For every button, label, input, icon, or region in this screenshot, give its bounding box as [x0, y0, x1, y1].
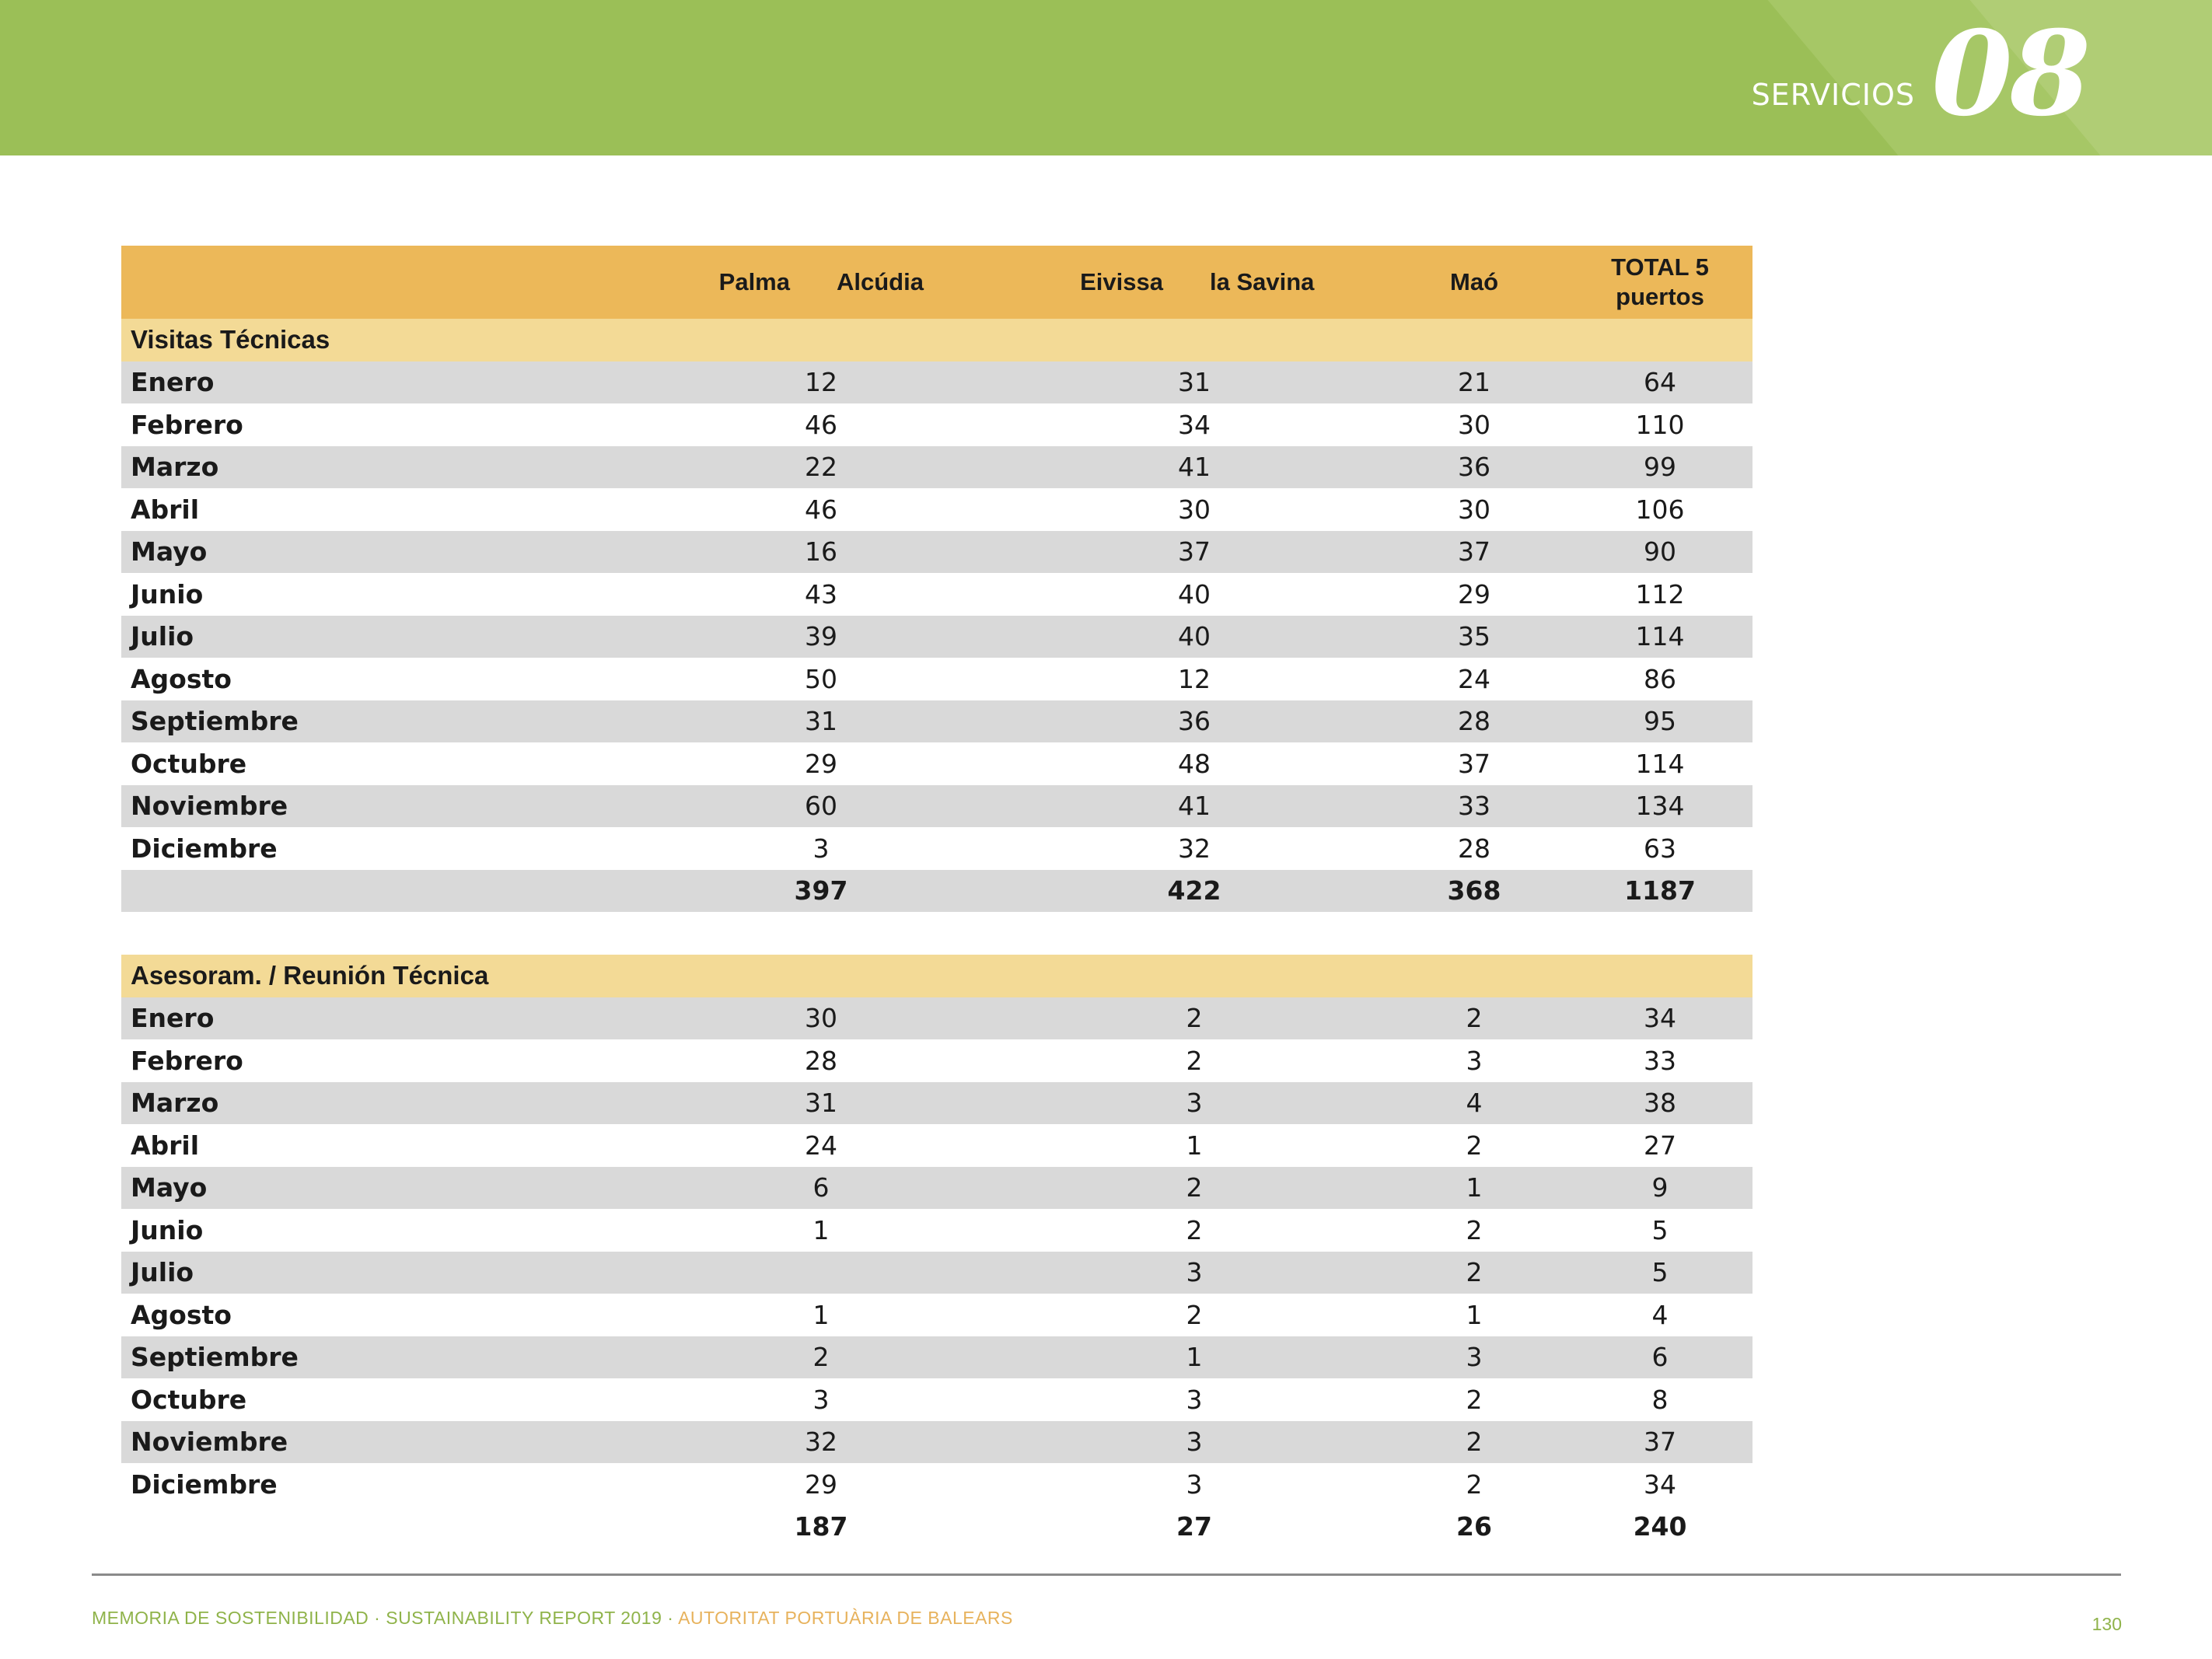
eivissa-savina-cell: 40 [1178, 578, 1211, 609]
total-cell: 5 [1567, 1252, 1752, 1294]
total-cell: 99 [1567, 446, 1752, 489]
table-row [121, 1039, 1752, 1082]
month-cell: Marzo [121, 1082, 634, 1125]
total-cell: 134 [1567, 785, 1752, 828]
month-cell: Mayo [121, 1167, 634, 1210]
table-row [121, 531, 1752, 574]
grand-total: 1187 [1567, 870, 1752, 913]
mao-cell: 2 [1466, 1214, 1483, 1245]
month-cell: Noviembre [121, 1421, 634, 1464]
total-cell: 86 [1644, 663, 1676, 694]
table-row [121, 446, 1752, 489]
palma-alcudia-cell: 3 [812, 833, 830, 864]
table-row [121, 403, 1752, 446]
month-cell: Abril [131, 494, 200, 525]
mao-cell: 2 [1466, 1469, 1483, 1500]
mao-cell: 28 [1458, 833, 1490, 864]
column-header-eivissa: Eivissa [1008, 246, 1194, 319]
table-row [121, 573, 1752, 616]
mao-total: 368 [1381, 870, 1567, 913]
table-row [121, 1294, 1752, 1336]
table-row [121, 700, 1752, 743]
palma-alcudia-cell: 16 [634, 531, 1008, 574]
eivissa-savina-cell: 32 [1178, 833, 1211, 864]
mao-cell: 21 [1381, 361, 1567, 404]
month-cell: Octubre [131, 1384, 247, 1415]
month-cell: Julio [121, 616, 634, 658]
palma-alcudia-cell: 24 [805, 1130, 837, 1161]
mao-cell: 2 [1381, 1421, 1567, 1464]
palma-alcudia-cell: 3 [812, 1384, 830, 1415]
eivissa-savina-cell: 1 [1008, 1336, 1381, 1379]
column-header-row [121, 246, 1752, 319]
palma-alcudia-cell: 50 [805, 663, 837, 694]
eivissa-savina-cell: 41 [1008, 446, 1381, 489]
eivissa-savina-cell: 1 [1186, 1130, 1203, 1161]
palma-alcudia-cell [634, 1252, 1008, 1294]
table-row [121, 742, 1752, 785]
visitas-tecnicas-table [121, 246, 1752, 912]
month-cell: Septiembre [121, 700, 634, 743]
total-cell: 8 [1651, 1384, 1669, 1415]
month-cell: Diciembre [131, 833, 278, 864]
eivissa-savina-cell: 3 [1008, 1421, 1381, 1464]
mao-cell: 37 [1458, 748, 1490, 779]
mao-cell: 30 [1458, 409, 1490, 440]
month-cell: Junio [131, 578, 204, 609]
mao-cell: 3 [1466, 1045, 1483, 1076]
total-cell: 9 [1567, 1167, 1752, 1210]
table-row [121, 488, 1752, 531]
table-row [121, 658, 1752, 700]
section-title-row [121, 955, 1752, 997]
month-cell: Mayo [121, 531, 634, 574]
month-cell: Febrero [131, 1045, 243, 1076]
table-row [121, 1463, 1752, 1506]
footer-organization: AUTORITAT PORTUÀRIA DE BALEARS [678, 1608, 1013, 1628]
eivissa-savina-cell: 36 [1008, 700, 1381, 743]
total-cell: 4 [1651, 1299, 1669, 1330]
table-row [121, 1336, 1752, 1379]
totals-row [121, 1506, 1752, 1549]
total-cell: 6 [1567, 1336, 1752, 1379]
eivissa-savina-cell: 48 [1178, 748, 1211, 779]
column-header-total-label: TOTAL 5 puertos [1611, 253, 1709, 310]
total-cell: 114 [1567, 616, 1752, 658]
mao-cell: 33 [1381, 785, 1567, 828]
table-row [121, 361, 1752, 404]
palma-alcudia-cell: 31 [634, 1082, 1008, 1125]
mao-cell: 35 [1381, 616, 1567, 658]
month-cell: Enero [121, 361, 634, 404]
palma-alcudia-cell: 43 [805, 578, 837, 609]
palma-alcudia-cell: 29 [805, 1469, 837, 1500]
totals-label-cell [121, 870, 634, 913]
totals-row [121, 870, 1752, 913]
table-row [121, 1082, 1752, 1125]
footer-divider [92, 1573, 2121, 1576]
table-row [121, 1378, 1752, 1421]
footer-text [92, 1608, 1013, 1629]
eivissa-savina-cell: 12 [1178, 663, 1211, 694]
mao-cell: 28 [1381, 700, 1567, 743]
palma-alcudia-cell: 46 [805, 494, 837, 525]
eivissa-savina-cell: 3 [1186, 1384, 1203, 1415]
chapter-number: 08 [1931, 5, 2088, 142]
eivissa-savina-cell: 2 [1186, 1214, 1203, 1245]
total-cell: 34 [1567, 997, 1752, 1040]
month-cell: Enero [121, 997, 634, 1040]
eivissa-savina-cell: 3 [1186, 1469, 1203, 1500]
palma-alcudia-cell: 39 [634, 616, 1008, 658]
total-cell: 90 [1567, 531, 1752, 574]
section-title: Asesoram. / Reunión Técnica [121, 955, 1752, 997]
total-cell: 5 [1651, 1214, 1669, 1245]
table-row [121, 827, 1752, 870]
column-header-mao: Maó [1381, 246, 1567, 319]
eivissa-savina-total: 422 [1008, 870, 1381, 913]
month-cell: Octubre [131, 748, 247, 779]
palma-alcudia-cell: 31 [634, 700, 1008, 743]
palma-alcudia-cell: 1 [812, 1299, 830, 1330]
mao-cell: 2 [1381, 997, 1567, 1040]
table-row [121, 997, 1752, 1040]
eivissa-savina-cell: 2 [1008, 1167, 1381, 1210]
grand-total: 240 [1633, 1511, 1687, 1542]
total-cell: 38 [1567, 1082, 1752, 1125]
total-cell: 27 [1644, 1130, 1677, 1161]
month-cell: Marzo [121, 446, 634, 489]
eivissa-savina-cell: 40 [1008, 616, 1381, 658]
mao-cell: 1 [1381, 1167, 1567, 1210]
month-cell: Abril [131, 1130, 200, 1161]
mao-cell: 36 [1381, 446, 1567, 489]
palma-alcudia-cell: 46 [805, 409, 837, 440]
mao-cell: 2 [1466, 1384, 1483, 1415]
eivissa-savina-cell: 2 [1186, 1299, 1203, 1330]
column-header-blank [121, 246, 634, 319]
eivissa-savina-cell: 3 [1008, 1252, 1381, 1294]
total-cell: 34 [1644, 1469, 1677, 1500]
eivissa-savina-cell: 3 [1008, 1082, 1381, 1125]
mao-cell: 37 [1381, 531, 1567, 574]
month-cell: Diciembre [131, 1469, 278, 1500]
mao-cell: 4 [1381, 1082, 1567, 1125]
mao-cell: 2 [1466, 1130, 1483, 1161]
palma-alcudia-cell: 32 [634, 1421, 1008, 1464]
table-row [121, 1124, 1752, 1167]
mao-cell: 24 [1458, 663, 1490, 694]
table-row [121, 1209, 1752, 1252]
section-title: Visitas Técnicas [121, 319, 1752, 361]
column-header-total [1567, 246, 1752, 319]
total-cell: 63 [1644, 833, 1676, 864]
palma-alcudia-cell: 30 [634, 997, 1008, 1040]
month-cell: Junio [131, 1214, 204, 1245]
month-cell: Julio [121, 1252, 634, 1294]
eivissa-savina-cell: 2 [1008, 997, 1381, 1040]
palma-alcudia-cell: 60 [634, 785, 1008, 828]
total-cell: 95 [1567, 700, 1752, 743]
section-title-row [121, 319, 1752, 361]
mao-cell: 3 [1381, 1336, 1567, 1379]
palma-alcudia-total: 187 [794, 1511, 848, 1542]
eivissa-savina-cell: 2 [1186, 1045, 1203, 1076]
month-cell: Noviembre [121, 785, 634, 828]
total-cell: 106 [1635, 494, 1685, 525]
footer-report-title: MEMORIA DE SOSTENIBILIDAD · SUSTAINABILITY REPORT 2019 · [92, 1608, 679, 1628]
mao-cell: 2 [1381, 1252, 1567, 1294]
mao-cell: 30 [1458, 494, 1490, 525]
table-row [121, 616, 1752, 658]
eivissa-savina-cell: 34 [1178, 409, 1211, 440]
mao-total: 26 [1456, 1511, 1492, 1542]
total-cell: 33 [1644, 1045, 1677, 1076]
column-header-palma: Palma [634, 246, 821, 319]
palma-alcudia-cell: 12 [634, 361, 1008, 404]
totals-label-cell [121, 1506, 634, 1549]
section-label: SERVICIOS [1751, 78, 1915, 112]
column-header-alcudia: Alcúdia [821, 246, 1008, 319]
mao-cell: 1 [1466, 1299, 1483, 1330]
eivissa-savina-cell: 31 [1008, 361, 1381, 404]
palma-alcudia-cell: 29 [805, 748, 837, 779]
month-cell: Febrero [131, 409, 243, 440]
total-cell: 110 [1635, 409, 1685, 440]
asesoramiento-table [121, 955, 1752, 1548]
eivissa-savina-cell: 37 [1008, 531, 1381, 574]
palma-alcudia-total: 397 [634, 870, 1008, 913]
eivissa-savina-cell: 30 [1178, 494, 1211, 525]
table-row [121, 1167, 1752, 1210]
total-cell: 37 [1567, 1421, 1752, 1464]
table-row [121, 1421, 1752, 1464]
palma-alcudia-cell: 28 [805, 1045, 837, 1076]
eivissa-savina-total: 27 [1176, 1511, 1212, 1542]
total-cell: 114 [1635, 748, 1685, 779]
palma-alcudia-cell: 6 [634, 1167, 1008, 1210]
mao-cell: 29 [1458, 578, 1490, 609]
palma-alcudia-cell: 2 [634, 1336, 1008, 1379]
total-cell: 64 [1567, 361, 1752, 404]
month-cell: Agosto [131, 663, 232, 694]
month-cell: Agosto [131, 1299, 232, 1330]
eivissa-savina-cell: 41 [1008, 785, 1381, 828]
table-row [121, 1252, 1752, 1294]
total-cell: 112 [1635, 578, 1685, 609]
table-row [121, 785, 1752, 828]
palma-alcudia-cell: 22 [634, 446, 1008, 489]
palma-alcudia-cell: 1 [812, 1214, 830, 1245]
month-cell: Septiembre [121, 1336, 634, 1379]
column-header-la-savina: la Savina [1194, 246, 1381, 319]
page-number: 130 [2091, 1614, 2122, 1634]
